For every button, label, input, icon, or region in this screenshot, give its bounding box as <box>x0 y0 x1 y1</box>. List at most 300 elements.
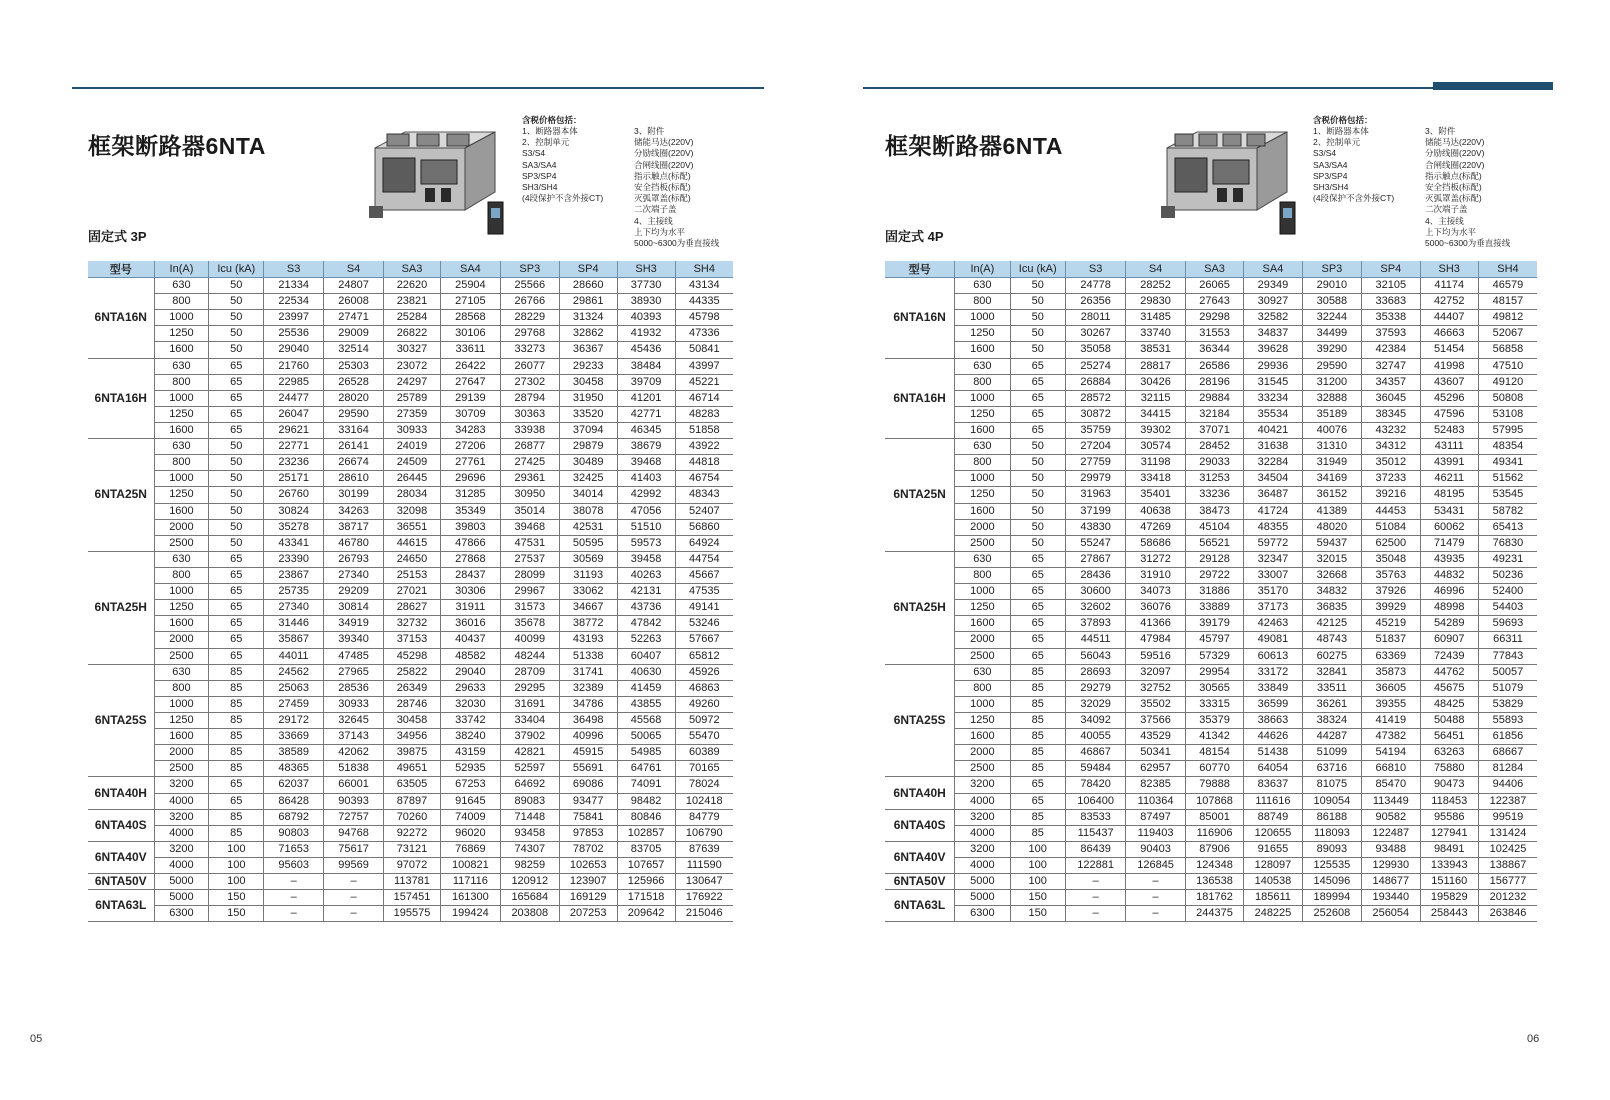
price-cell: 40437 <box>440 632 500 648</box>
table-row <box>88 422 733 438</box>
price-cell: 31963 <box>1065 487 1125 503</box>
price-cell: 50 <box>1010 503 1065 519</box>
price-cell: 34169 <box>1302 471 1361 487</box>
price-cell: 28020 <box>324 390 384 406</box>
price-cell: 38078 <box>559 503 617 519</box>
price-cell: 109054 <box>1302 793 1361 809</box>
price-cell: 65 <box>1010 358 1065 374</box>
price-cell: 83533 <box>1065 809 1125 825</box>
price-cell: 50 <box>1010 535 1065 551</box>
table-row <box>88 729 733 745</box>
table-row <box>885 906 1537 922</box>
price-cell: 65 <box>1010 793 1065 809</box>
price-cell: – <box>1065 890 1125 906</box>
price-cell: 215046 <box>675 906 733 922</box>
table-row <box>88 616 733 632</box>
price-cell: 37153 <box>384 632 441 648</box>
price-cell: 106400 <box>1065 793 1125 809</box>
price-cell: 185611 <box>1244 890 1302 906</box>
price-cell: 42771 <box>617 406 675 422</box>
price-cell: 41342 <box>1185 729 1243 745</box>
price-table <box>885 261 1537 922</box>
price-cell: 25822 <box>384 664 441 680</box>
price-cell: 32645 <box>324 712 384 728</box>
price-cell: 33404 <box>500 712 559 728</box>
table-row <box>88 777 733 793</box>
price-cell: – <box>324 906 384 922</box>
price-cell: 58782 <box>1478 503 1537 519</box>
price-cell: 29979 <box>1065 471 1125 487</box>
price-cell: 131424 <box>1478 825 1537 841</box>
price-cell: 80846 <box>617 809 675 825</box>
price-cell: 140538 <box>1244 874 1302 890</box>
column-header: SP4 <box>559 261 617 278</box>
price-cell: 65812 <box>675 648 733 664</box>
price-cell: 45915 <box>559 745 617 761</box>
price-cell: 75880 <box>1420 761 1478 777</box>
price-cell: 62037 <box>264 777 324 793</box>
price-cell: 33315 <box>1185 696 1243 712</box>
price-cell: 51858 <box>675 422 733 438</box>
price-cell: 5000 <box>154 890 209 906</box>
table-row <box>885 487 1537 503</box>
model-cell: 6NTA16H <box>88 358 154 439</box>
table-row <box>885 358 1537 374</box>
table-row <box>88 342 733 358</box>
price-cell: 38589 <box>264 745 324 761</box>
note-item: 3、附件 <box>1425 126 1456 136</box>
price-cell: 46211 <box>1420 471 1478 487</box>
price-cell: 32347 <box>1244 551 1302 567</box>
price-cell: 41201 <box>617 390 675 406</box>
price-cell: 53545 <box>1478 487 1537 503</box>
price-cell: 49260 <box>675 696 733 712</box>
price-cell: 102418 <box>675 793 733 809</box>
price-cell: 161300 <box>440 890 500 906</box>
table-row <box>88 390 733 406</box>
price-cell: 43736 <box>617 600 675 616</box>
price-cell: 47984 <box>1126 632 1185 648</box>
price-cell: 30267 <box>1065 326 1125 342</box>
price-cell: 36605 <box>1362 680 1420 696</box>
price-cell: 85 <box>209 809 264 825</box>
price-cell: 27340 <box>264 600 324 616</box>
price-cell: 33236 <box>1185 487 1243 503</box>
price-cell: 28437 <box>440 567 500 583</box>
price-cell: 46780 <box>324 535 384 551</box>
price-cell: 85 <box>209 664 264 680</box>
price-cell: 34312 <box>1362 439 1420 455</box>
table-row <box>885 825 1537 841</box>
model-cell: 6NTA40V <box>88 841 154 873</box>
price-cell: 26822 <box>384 326 441 342</box>
table-row <box>885 326 1537 342</box>
price-cell: 30569 <box>559 551 617 567</box>
price-cell: 65 <box>209 406 264 422</box>
price-cell: 84779 <box>675 809 733 825</box>
price-cell: 111590 <box>675 857 733 873</box>
price-cell: 33062 <box>559 584 617 600</box>
price-cell: 46714 <box>675 390 733 406</box>
price-cell: 36261 <box>1302 696 1361 712</box>
price-cell: 47336 <box>675 326 733 342</box>
price-cell: 57667 <box>675 632 733 648</box>
price-cell: 35170 <box>1244 584 1302 600</box>
price-cell: 43935 <box>1420 551 1478 567</box>
price-cell: 31272 <box>1126 551 1185 567</box>
price-cell: 30106 <box>440 326 500 342</box>
price-cell: 45568 <box>617 712 675 728</box>
price-cell: 45219 <box>1362 616 1420 632</box>
price-cell: 1250 <box>154 406 209 422</box>
price-cell: 32668 <box>1302 567 1361 583</box>
price-cell: 37094 <box>559 422 617 438</box>
note-item: SA3/SA4 <box>522 159 557 170</box>
price-cell: 1250 <box>154 487 209 503</box>
price-cell: 42463 <box>1244 616 1302 632</box>
price-cell: 5000 <box>154 874 209 890</box>
price-cell: 43607 <box>1420 374 1478 390</box>
price-cell: 26422 <box>440 358 500 374</box>
price-cell: 57995 <box>1478 422 1537 438</box>
price-cell: 29590 <box>324 406 384 422</box>
price-cell: 47382 <box>1362 729 1420 745</box>
price-cell: 1600 <box>154 342 209 358</box>
price-cell: 50 <box>1010 439 1065 455</box>
price-cell: 35189 <box>1302 406 1361 422</box>
price-cell: 85 <box>1010 761 1065 777</box>
model-cell: 6NTA50V <box>88 874 154 890</box>
price-cell: 28610 <box>324 471 384 487</box>
price-cell: 48365 <box>264 761 324 777</box>
price-cell: 85 <box>209 696 264 712</box>
price-cell: 46863 <box>675 680 733 696</box>
table-row <box>885 616 1537 632</box>
price-cell: 28817 <box>1126 358 1185 374</box>
price-cell: 53829 <box>1478 696 1537 712</box>
price-cell: 97853 <box>559 825 617 841</box>
price-cell: 35534 <box>1244 406 1302 422</box>
price-cell: 44818 <box>675 455 733 471</box>
price-cell: 34092 <box>1065 712 1125 728</box>
price-cell: 35014 <box>500 503 559 519</box>
price-cell: 33683 <box>1362 294 1420 310</box>
price-cell: 50 <box>209 471 264 487</box>
table-row <box>88 310 733 326</box>
price-cell: 129930 <box>1362 857 1420 873</box>
price-cell: 28196 <box>1185 374 1243 390</box>
price-cell: 39628 <box>1244 342 1302 358</box>
price-cell: 176922 <box>675 890 733 906</box>
price-cell: 48283 <box>675 406 733 422</box>
price-cell: 113781 <box>384 874 441 890</box>
price-cell: 29884 <box>1185 390 1243 406</box>
price-cell: 33172 <box>1244 664 1302 680</box>
price-cell: 32097 <box>1126 664 1185 680</box>
price-cell: 85 <box>209 712 264 728</box>
price-cell: 93488 <box>1362 841 1420 857</box>
price-cell: 63716 <box>1302 761 1361 777</box>
price-cell: 59772 <box>1244 535 1302 551</box>
price-cell: 60407 <box>617 648 675 664</box>
price-cell: 22620 <box>384 278 441 294</box>
price-cell: 28709 <box>500 664 559 680</box>
price-cell: 30600 <box>1065 584 1125 600</box>
price-cell: 43193 <box>559 632 617 648</box>
price-cell: 52935 <box>440 761 500 777</box>
price-cell: 75617 <box>324 841 384 857</box>
price-cell: 2000 <box>955 632 1010 648</box>
price-cell: 51837 <box>1362 632 1420 648</box>
price-cell: 22771 <box>264 439 324 455</box>
price-cell: 35502 <box>1126 696 1185 712</box>
price-cell: 130647 <box>675 874 733 890</box>
table-row <box>88 841 733 857</box>
price-cell: 29233 <box>559 358 617 374</box>
table-row <box>885 551 1537 567</box>
price-cell: 46663 <box>1420 326 1478 342</box>
price-cell: 34283 <box>440 422 500 438</box>
price-cell: 23997 <box>264 310 324 326</box>
price-cell: 48157 <box>1478 294 1537 310</box>
price-cell: 90393 <box>324 793 384 809</box>
price-cell: 30306 <box>440 584 500 600</box>
price-cell: 44626 <box>1244 729 1302 745</box>
price-cell: 31253 <box>1185 471 1243 487</box>
price-cell: 113449 <box>1362 793 1420 809</box>
price-cell: 43159 <box>440 745 500 761</box>
price-cell: 33273 <box>500 342 559 358</box>
price-cell: 41419 <box>1362 712 1420 728</box>
price-cell: 45798 <box>675 310 733 326</box>
note-item: 2、控制单元 <box>1313 137 1361 148</box>
price-cell: 22534 <box>264 294 324 310</box>
table-row <box>885 729 1537 745</box>
price-cell: 31741 <box>559 664 617 680</box>
price-cell: 50 <box>209 278 264 294</box>
price-cell: 36016 <box>440 616 500 632</box>
price-cell: 47866 <box>440 535 500 551</box>
column-header: Icu (kA) <box>209 261 264 278</box>
breaker-product-image <box>365 118 505 238</box>
price-cell: 51838 <box>324 761 384 777</box>
price-cell: 51338 <box>559 648 617 664</box>
price-cell: 50 <box>1010 278 1065 294</box>
column-header: S3 <box>264 261 324 278</box>
price-cell: 46579 <box>1478 278 1537 294</box>
price-cell: 27459 <box>264 696 324 712</box>
price-cell: 48355 <box>1244 519 1302 535</box>
price-cell: 64924 <box>675 535 733 551</box>
price-cell: 65 <box>209 374 264 390</box>
notes-header: 含税价格包括： <box>522 115 582 125</box>
price-cell: 50488 <box>1420 712 1478 728</box>
price-cell: 29768 <box>500 326 559 342</box>
price-cell: 39468 <box>500 519 559 535</box>
column-header: SP3 <box>500 261 559 278</box>
price-cell: 52597 <box>500 761 559 777</box>
model-cell: 6NTA40H <box>885 777 955 809</box>
price-cell: 56451 <box>1420 729 1478 745</box>
table-row <box>88 278 733 294</box>
price-cell: 3200 <box>955 777 1010 793</box>
table-row <box>885 809 1537 825</box>
price-cell: 33742 <box>440 712 500 728</box>
price-cell: 27868 <box>440 551 500 567</box>
price-cell: 30363 <box>500 406 559 422</box>
price-cell: 48154 <box>1185 745 1243 761</box>
column-header: In(A) <box>955 261 1010 278</box>
column-header: SH3 <box>1420 261 1478 278</box>
price-cell: 47510 <box>1478 358 1537 374</box>
price-cell: 87497 <box>1126 809 1185 825</box>
price-cell: 31200 <box>1302 374 1361 390</box>
price-cell: 27340 <box>324 567 384 583</box>
price-cell: 4000 <box>154 857 209 873</box>
table-header-row <box>88 261 733 278</box>
price-cell: 100 <box>1010 874 1065 890</box>
price-cell: 63505 <box>384 777 441 793</box>
price-cell: 50 <box>209 439 264 455</box>
model-cell: 6NTA25N <box>885 439 955 552</box>
price-cell: 85 <box>209 729 264 745</box>
column-header: SP4 <box>1362 261 1420 278</box>
price-cell: 43855 <box>617 696 675 712</box>
price-cell: 51079 <box>1478 680 1537 696</box>
price-cell: 43341 <box>264 535 324 551</box>
price-cell: 50 <box>1010 519 1065 535</box>
price-cell: 31545 <box>1244 374 1302 390</box>
table-row <box>885 455 1537 471</box>
price-cell: 21760 <box>264 358 324 374</box>
column-header: SH4 <box>675 261 733 278</box>
price-cell: 115437 <box>1065 825 1125 841</box>
price-cell: 27537 <box>500 551 559 567</box>
price-cell: 50 <box>1010 487 1065 503</box>
price-cell: 42992 <box>617 487 675 503</box>
price-cell: 32514 <box>324 342 384 358</box>
price-cell: 65 <box>209 616 264 632</box>
price-cell: 29010 <box>1302 278 1361 294</box>
note-item: 4、主接线 <box>1425 215 1464 226</box>
note-item: (4段保护不含外接CT) <box>522 193 604 204</box>
model-cell: 6NTA50V <box>885 874 955 890</box>
price-cell: 52067 <box>1478 326 1537 342</box>
price-cell: 42384 <box>1362 342 1420 358</box>
table-row <box>88 857 733 873</box>
price-cell: 36367 <box>559 342 617 358</box>
price-cell: 93477 <box>559 793 617 809</box>
price-cell: 34263 <box>324 503 384 519</box>
price-cell: 29879 <box>559 439 617 455</box>
column-header: SA3 <box>1185 261 1243 278</box>
price-cell: 33611 <box>440 342 500 358</box>
price-cell: 26793 <box>324 551 384 567</box>
price-cell: 27761 <box>440 455 500 471</box>
price-cell: 38484 <box>617 358 675 374</box>
table-row <box>885 696 1537 712</box>
price-cell: 630 <box>154 278 209 294</box>
price-cell: 47485 <box>324 648 384 664</box>
price-cell: 50 <box>1010 455 1065 471</box>
price-cell: 39340 <box>324 632 384 648</box>
price-cell: 59516 <box>1126 648 1185 664</box>
price-cell: 53431 <box>1420 503 1478 519</box>
price-cell: 60389 <box>675 745 733 761</box>
table-row <box>88 551 733 567</box>
price-cell: 1000 <box>154 471 209 487</box>
price-cell: 1000 <box>955 310 1010 326</box>
price-cell: 4000 <box>955 793 1010 809</box>
price-cell: 49120 <box>1478 374 1537 390</box>
price-cell: 40630 <box>617 664 675 680</box>
price-cell: 39875 <box>384 745 441 761</box>
price-cell: 23867 <box>264 567 324 583</box>
price-cell: 42821 <box>500 745 559 761</box>
price-cell: 41932 <box>617 326 675 342</box>
table-row <box>885 648 1537 664</box>
table-row <box>88 294 733 310</box>
price-cell: 2500 <box>154 761 209 777</box>
table-row <box>88 648 733 664</box>
model-cell: 6NTA63L <box>88 890 154 922</box>
note-item: SA3/SA4 <box>1313 159 1348 170</box>
price-cell: 25284 <box>384 310 441 326</box>
price-cell: 81075 <box>1302 777 1361 793</box>
price-cell: 31485 <box>1126 310 1185 326</box>
price-cell: 44511 <box>1065 632 1125 648</box>
price-cell: 28746 <box>384 696 441 712</box>
table-row <box>885 745 1537 761</box>
price-cell: 1000 <box>154 310 209 326</box>
price-cell: 37893 <box>1065 616 1125 632</box>
price-cell: 35873 <box>1362 664 1420 680</box>
table-row <box>88 793 733 809</box>
price-cell: 27867 <box>1065 551 1125 567</box>
price-cell: 33889 <box>1185 600 1243 616</box>
table-row <box>885 390 1537 406</box>
price-cell: 23072 <box>384 358 441 374</box>
price-cell: 50595 <box>559 535 617 551</box>
price-cell: 96020 <box>440 825 500 841</box>
price-cell: 29830 <box>1126 294 1185 310</box>
price-cell: 37926 <box>1362 584 1420 600</box>
price-cell: 2500 <box>154 648 209 664</box>
price-cell: 38663 <box>1244 712 1302 728</box>
price-cell: 27425 <box>500 455 559 471</box>
price-cell: 52407 <box>675 503 733 519</box>
price-cell: 39179 <box>1185 616 1243 632</box>
price-cell: 2500 <box>955 648 1010 664</box>
price-cell: 64761 <box>617 761 675 777</box>
price-cell: 100821 <box>440 857 500 873</box>
price-cell: 27643 <box>1185 294 1243 310</box>
note-item: 4、主接线 <box>634 215 673 226</box>
price-cell: 42531 <box>559 519 617 535</box>
price-cell: 36599 <box>1244 696 1302 712</box>
price-cell: 24778 <box>1065 278 1125 294</box>
price-cell: 122487 <box>1362 825 1420 841</box>
price-cell: 90403 <box>1126 841 1185 857</box>
price-cell: 30489 <box>559 455 617 471</box>
price-cell: 45675 <box>1420 680 1478 696</box>
price-cell: 263846 <box>1478 906 1537 922</box>
price-cell: 630 <box>955 664 1010 680</box>
price-cell: 37199 <box>1065 503 1125 519</box>
price-cell: 50 <box>209 326 264 342</box>
price-cell: 1000 <box>955 696 1010 712</box>
price-cell: 63263 <box>1420 745 1478 761</box>
